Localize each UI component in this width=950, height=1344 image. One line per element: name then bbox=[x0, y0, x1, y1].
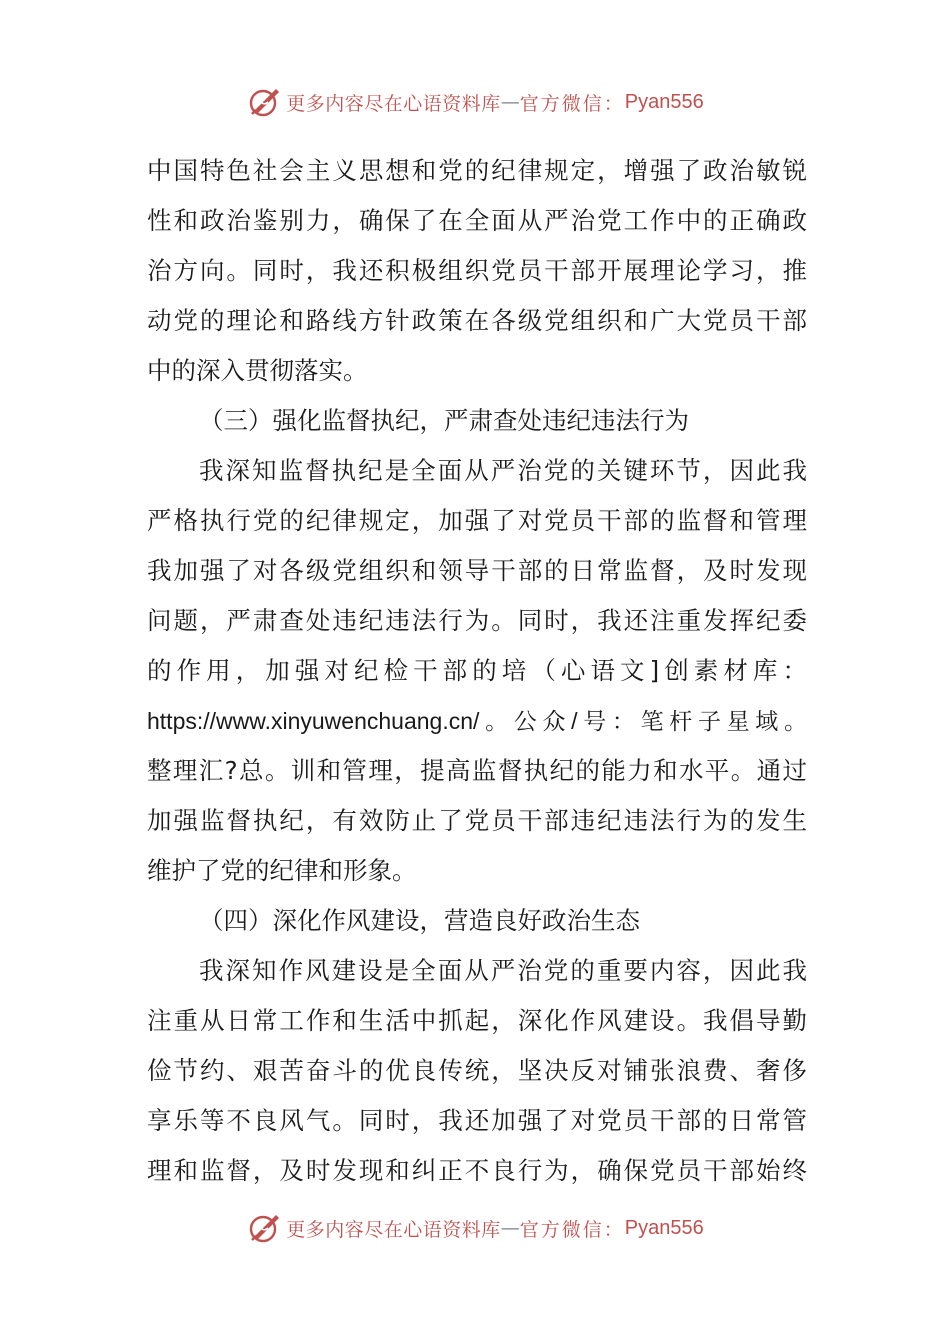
footer-watermark bbox=[0, 1208, 950, 1248]
text-line: 维护了党的纪律和形象。 bbox=[147, 856, 417, 885]
watermark-wechat-id: Pyan556 bbox=[624, 90, 704, 113]
text-line: 理和监督，及时发现和纠正不良行为，确保党员干部始终 bbox=[147, 1156, 807, 1185]
text-line: 的作用，加强对纪检干部的培（心语文]创素材库： bbox=[147, 656, 807, 685]
section-heading: （四）深化作风建设，营造良好政治生态 bbox=[199, 906, 640, 935]
text-line: 俭节约、艰苦奋斗的优良传统，坚决反对铺张浪费、奢侈 bbox=[147, 1056, 807, 1085]
watermark-separator: — bbox=[500, 91, 520, 113]
text-line: 整理汇?总。训和管理，提高监督执纪的能力和水平。通过 bbox=[147, 756, 807, 785]
quill-pen-seal-icon bbox=[246, 85, 282, 119]
text-line: 中国特色社会主义思想和党的纪律规定，增强了政治敏锐 bbox=[147, 156, 807, 185]
text-line: 注重从日常工作和生活中抓起，深化作风建设。我倡导勤 bbox=[147, 1006, 807, 1035]
watermark-site-text: 更多内容尽在心语资料库 bbox=[286, 1218, 501, 1241]
quill-pen-seal-icon bbox=[246, 1211, 282, 1245]
document-body bbox=[147, 146, 807, 1196]
watermark-wechat-id: Pyan556 bbox=[624, 1216, 704, 1239]
watermark-wechat-label: 官方微信： bbox=[519, 1218, 625, 1241]
text-line: https://www.xinyuwenchuang.cn/。公众/号：笔杆子星域。 bbox=[147, 708, 807, 734]
text-line: 动党的理论和路线方针政策在各级党组织和广大党员干部 bbox=[147, 306, 807, 335]
text-line: 加强监督执纪，有效防止了党员干部违纪违法行为的发生 bbox=[147, 806, 807, 835]
text-line: 享乐等不良风气。同时，我还加强了对党员干部的日常管 bbox=[147, 1106, 807, 1135]
text-line: 我加强了对各级党组织和领导干部的日常监督，及时发现 bbox=[147, 556, 807, 585]
text-line: 我深知监督执纪是全面从严治党的关键环节，因此我 bbox=[199, 456, 807, 485]
watermark-site-text: 更多内容尽在心语资料库 bbox=[286, 92, 501, 115]
text-line: 性和政治鉴别力，确保了在全面从严治党工作中的正确政 bbox=[147, 206, 807, 235]
text-line: 治方向。同时，我还积极组织党员干部开展理论学习，推 bbox=[147, 256, 807, 285]
section-heading: （三）强化监督执纪，严肃查处违纪违法行为 bbox=[199, 406, 689, 435]
text-line: 严格执行党的纪律规定，加强了对党员干部的监督和管理 bbox=[147, 506, 807, 535]
watermark-wechat-label: 官方微信： bbox=[519, 92, 625, 115]
text-line: 问题，严肃查处违纪违法行为。同时，我还注重发挥纪委 bbox=[147, 606, 807, 635]
text-line: 中的深入贯彻落实。 bbox=[147, 356, 368, 385]
text-line: 我深知作风建设是全面从严治党的重要内容，因此我 bbox=[199, 956, 807, 985]
watermark-separator: — bbox=[500, 1217, 520, 1239]
header-watermark bbox=[0, 82, 950, 122]
